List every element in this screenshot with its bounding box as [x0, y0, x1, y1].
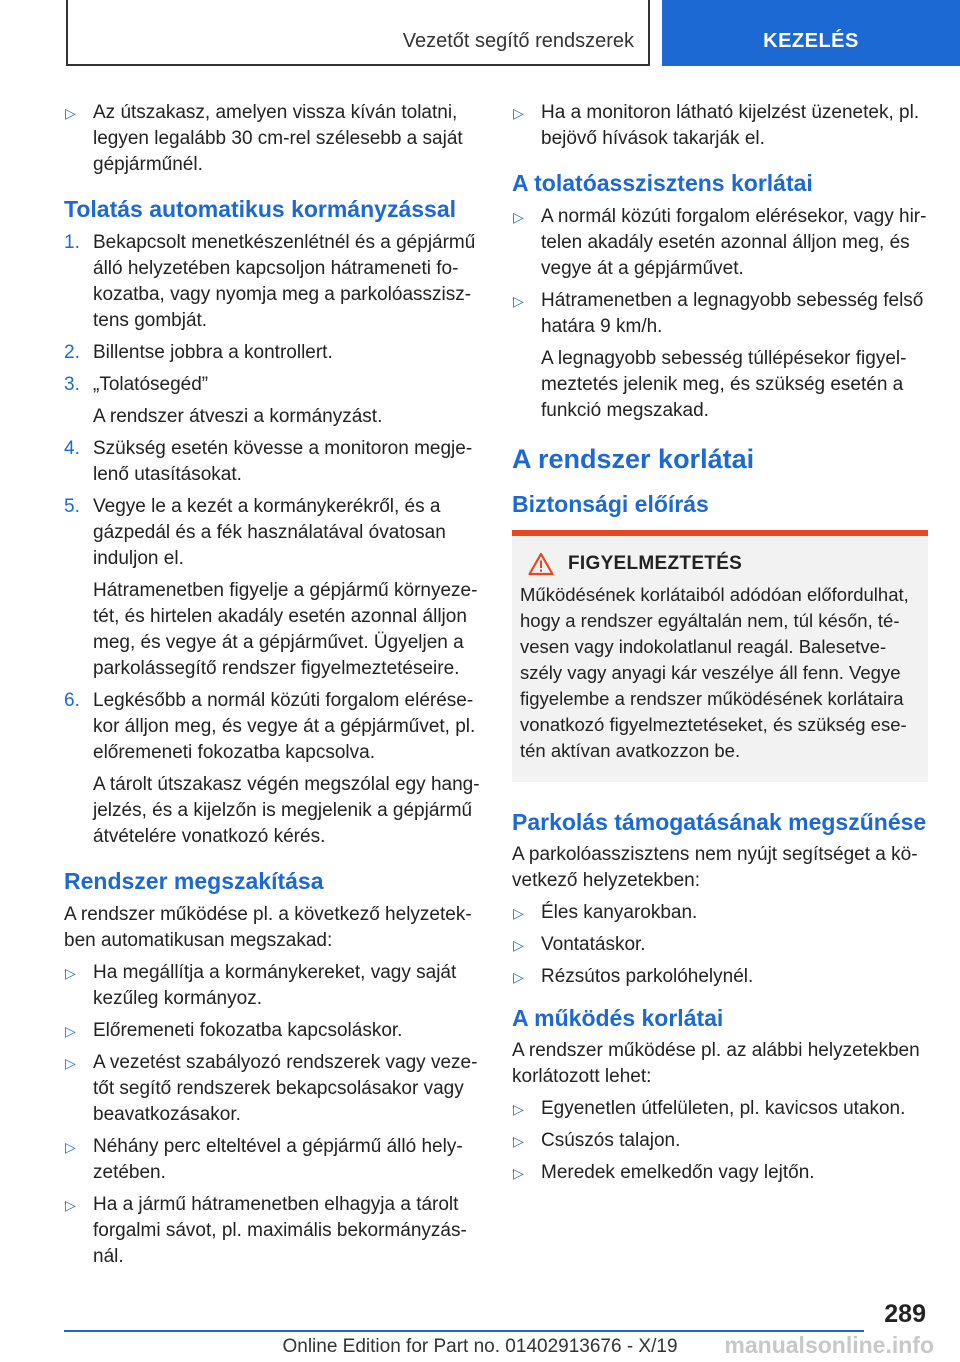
triangle-right-icon: ▷ — [513, 937, 524, 953]
triangle-right-icon: ▷ — [65, 1023, 76, 1039]
list-item — [512, 900, 928, 926]
list-item-text: A tárolt útszakasz végén megszólal egy hangjelzés, és a kijelzőn is megjelenik a gépjármű átvételére vonatkozó kérés. — [93, 774, 480, 847]
list-item — [64, 100, 480, 178]
step-number: 5. — [64, 496, 80, 517]
parking-intro: A parkolóasszisztens nem nyújt segítséget a következő helyzetekben: — [512, 844, 918, 891]
list-item — [64, 688, 480, 850]
triangle-right-icon: ▷ — [65, 105, 76, 121]
section-tab — [662, 0, 960, 66]
function-list — [512, 1096, 928, 1186]
list-item-text: Egyenetlen útfelületen, pl. kavicsos utakon. — [541, 1098, 906, 1119]
list-item-text: Éles kanyarokban. — [541, 902, 698, 923]
heading-safety: Biztonsági előírás — [512, 491, 709, 517]
heading-parking-support-end: Parkolás támogatásának megszűnése — [512, 809, 927, 835]
list-item — [64, 436, 480, 488]
list-item-text: Vegye le a kezét a kormánykerékről, és a gázpedál és a fék használatával óvatosan induljon el. — [93, 496, 446, 569]
list-item — [512, 1096, 928, 1122]
heading-function-limits: A működés korlátai — [512, 1005, 724, 1031]
list-item-text: A rendszer átveszi a kormányzást. — [93, 406, 383, 427]
list-item-text: Billentse jobbra a kontrollert. — [93, 342, 333, 363]
list-item — [512, 1128, 928, 1154]
step-number: 6. — [64, 690, 80, 711]
list-item-text: Hátramenetben a legnagyobb sebesség felső határa 9 km/h. — [541, 290, 924, 337]
triangle-right-icon: ▷ — [513, 293, 524, 309]
list-item — [512, 964, 928, 990]
list-item — [64, 230, 480, 334]
triangle-right-icon: ▷ — [513, 905, 524, 921]
bullet-text: Az útszakasz, amelyen vissza kíván tolatni, legyen legalább 30 cm-rel szélesebb a saját gépjárműnél. — [93, 102, 463, 175]
heading-reverse-assistant-limits: A tolatóasszisztens korlátai — [512, 170, 813, 196]
list-item-text: A vezetést szabályozó rendszerek vagy vezetőt segítő rendszerek bekapcsolásakor vagy beavatkozásakor. — [93, 1052, 478, 1125]
heading-system-limits: A rendszer korlátai — [512, 444, 755, 474]
list-item-text: A normál közúti forgalom elérésekor, vagy hirtelen akadály esetén azonnal álljon meg, és vegye át a gépjárművet. — [541, 206, 927, 279]
step-number: 4. — [64, 438, 80, 459]
list-item-text: Rézsútos parkolóhelynél. — [541, 966, 754, 987]
warning-title: FIGYELMEZTETÉS — [568, 553, 743, 574]
chapter-title-box — [66, 0, 650, 66]
triangle-right-icon: ▷ — [513, 1101, 524, 1117]
limits-list — [512, 204, 928, 424]
list-item-text: Hátramenetben figyelje a gépjármű környezetét, és hirtelen akadály esetén azonnal álljon meg, és vegye át a gépjárművet. Ügyeljen a parkolássegítő rendszer figyelmeztetéseire. — [93, 580, 478, 679]
triangle-right-icon: ▷ — [513, 1165, 524, 1181]
list-item — [64, 1018, 480, 1044]
left-column — [64, 100, 480, 1276]
page-header — [0, 0, 960, 66]
list-item — [64, 1134, 480, 1186]
heading-auto-steering: Tolatás automatikus kormányzással — [64, 196, 456, 222]
warning-text: Működésének korlátaiból adódóan előfordulhat, hogy a rendszer egyáltalán nem, túl későn, tévesen vagy indokolatlanul reagál. Balesetveszély vagy anyagi kár veszélye áll fenn. Vegye figyelembe a rendszer működésének korlátaira vonatkozó figyelmeztetéseket, és szükség esetén aktívan avatkozzon be. — [520, 584, 909, 761]
triangle-right-icon: ▷ — [513, 105, 524, 121]
list-item — [64, 494, 480, 682]
list-item-text: „Tolatósegéd” — [93, 374, 209, 395]
footer-edition: Online Edition for Part no. 01402913676 - X/19 — [282, 1336, 678, 1357]
watermark: manualsonline.info — [724, 1332, 934, 1358]
list-item-text: Bekapcsolt menetkészenlétnél és a gépjármű álló helyzetében kapcsoljon hátrameneti fokozatba, vagy nyomja meg a parkolóasszisztens gombját. — [93, 232, 476, 331]
triangle-right-icon: ▷ — [65, 1139, 76, 1155]
triangle-right-icon: ▷ — [513, 969, 524, 985]
list-item — [64, 340, 480, 366]
warning-header — [520, 552, 920, 576]
warning-box — [512, 530, 928, 782]
list-item — [64, 1050, 480, 1128]
list-item — [512, 100, 928, 152]
list-item-text: Szükség esetén kövesse a monitoron megjelenő utasításokat. — [93, 438, 473, 485]
list-item — [512, 932, 928, 958]
step-number: 1. — [64, 232, 80, 253]
list-item-text: Néhány perc elteltével a gépjármű álló helyzetében. — [93, 1136, 463, 1183]
list-item-text: Ha megállítja a kormánykereket, vagy saját kezűleg kormányoz. — [93, 962, 457, 1009]
list-item — [512, 204, 928, 282]
parking-list — [512, 900, 928, 990]
list-item — [64, 1192, 480, 1270]
list-item-text: Csúszós talajon. — [541, 1130, 681, 1151]
list-item-text: Előremeneti fokozatba kapcsoláskor. — [93, 1020, 403, 1041]
function-intro: A rendszer működése pl. az alábbi helyzetekben korlátozott lehet: — [512, 1040, 920, 1087]
steps-list — [64, 230, 480, 850]
list-item-text: Vontatáskor. — [541, 934, 646, 955]
warning-triangle-icon — [528, 552, 554, 576]
triangle-right-icon: ▷ — [65, 1197, 76, 1213]
triangle-right-icon: ▷ — [65, 965, 76, 981]
list-item — [512, 288, 928, 424]
triangle-right-icon: ▷ — [513, 209, 524, 225]
list-item-text: A legnagyobb sebesség túllépésekor figyelmeztetés jelenik meg, és szükség esetén a funkció megszakad. — [541, 348, 907, 421]
page-number: 289 — [884, 1300, 926, 1328]
list-item-text: Legkésőbb a normál közúti forgalom elérésekor álljon meg, és vegye át a gépjárművet, pl. előremeneti fokozatba kapcsolva. — [93, 690, 476, 763]
section-label: KEZELÉS — [763, 30, 859, 52]
abort-list — [64, 960, 480, 1270]
chapter-title: Vezetőt segítő rendszerek — [402, 30, 634, 52]
list-item-text: Meredek emelkedőn vagy lejtőn. — [541, 1162, 815, 1183]
step-number: 3. — [64, 374, 80, 395]
triangle-right-icon: ▷ — [513, 1133, 524, 1149]
right-column — [512, 100, 928, 1192]
list-item-text: Ha a jármű hátramenetben elhagyja a tárolt forgalmi sávot, pl. maximális bekormányzásnál. — [93, 1194, 467, 1267]
list-item — [64, 372, 480, 430]
list-item — [512, 1160, 928, 1186]
abort-intro: A rendszer működése pl. a következő helyzetekben automatikusan megszakad: — [64, 904, 472, 951]
bullet-text: Ha a monitoron látható kijelzést üzenetek, pl. bejövő hívások takarják el. — [541, 102, 920, 149]
step-number: 2. — [64, 342, 80, 363]
list-item — [64, 960, 480, 1012]
heading-system-abort: Rendszer megszakítása — [64, 868, 324, 894]
triangle-right-icon: ▷ — [65, 1055, 76, 1071]
